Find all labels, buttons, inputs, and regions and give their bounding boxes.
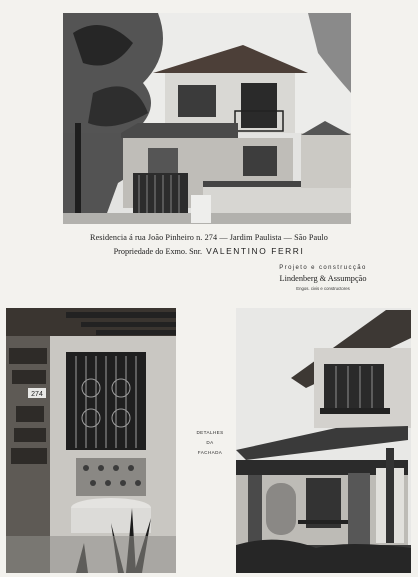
project-credit	[262, 265, 384, 291]
detail-label-line-1: DETALHES	[196, 430, 224, 435]
corner-facade-detail-photo	[236, 308, 411, 573]
detail-label-line-2: DA	[206, 440, 214, 445]
owner-name: VALENTINO FERRI	[206, 246, 305, 256]
credit-firm: Lindenberg & Assumpção	[279, 274, 367, 283]
detail-label-line-3: FACHADA	[197, 450, 223, 455]
facade-details-label	[190, 428, 230, 458]
photo-caption-owner	[0, 246, 418, 256]
house-facade-photo	[63, 13, 351, 224]
credit-label: Projeto e construcção	[279, 265, 367, 271]
photo-caption-address: Residencia á rua João Pinheiro n. 274 — Jardim Paulista — São Paulo	[90, 233, 328, 242]
house-number-plate: 274	[31, 391, 43, 398]
owner-prefix: Propriedade do Exmo. Snr.	[113, 247, 203, 256]
credit-subtitle: Engos. civis e constructores	[296, 286, 350, 291]
window-grille-detail-photo	[6, 308, 176, 573]
